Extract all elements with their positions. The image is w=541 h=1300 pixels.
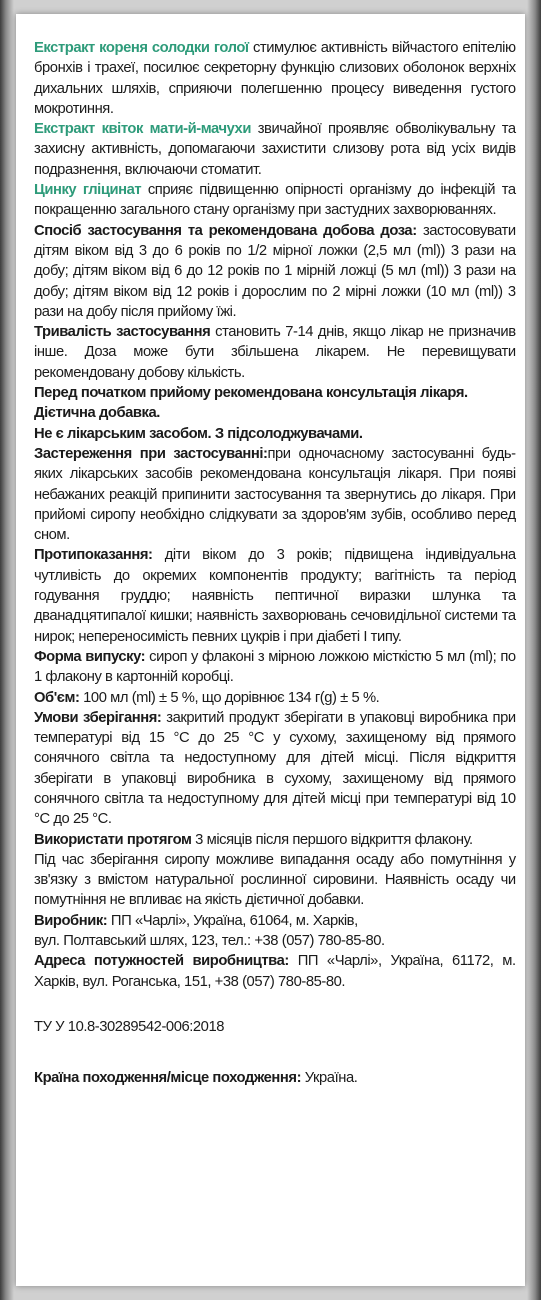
paragraph-origin: Країна походження/місце походження: Україна. bbox=[34, 1069, 358, 1087]
form-heading: Форма випуску: bbox=[34, 647, 146, 665]
paragraph-zinc: Цинку гліцинат сприяє підвищенню опірності організму до інфекцій та покращенню загального стану організму при застудних захворюваннях. bbox=[34, 181, 516, 219]
ingredient-coltsfoot: Екстракт квіток мати-й-мачухи bbox=[34, 120, 251, 138]
paragraph-duration: Тривалість застосування становить 7-14 днів, якщо лікар не призначив інше. Доза може бути збільшена лікарем. Не перевищувати рекомендовану добову кількість. bbox=[34, 323, 516, 381]
warnings-heading: Застереження при застосуванні: bbox=[34, 444, 268, 462]
volume-heading: Об'єм: bbox=[34, 688, 80, 706]
paragraph-licorice: Екстракт кореня солодки голої стимулює активність війчастого епітелію бронхів і трахеї, посилює секреторну функцію слизових оболонок верхніх дихальних шляхів, сприяючи полегшенню процесу виведення густого мокротиння. bbox=[34, 39, 516, 117]
spacer bbox=[34, 992, 516, 1017]
paragraph-volume: Об'єм: 100 мл (ml) ± 5 %, що дорівнює 134 г(g) ± 5 %. bbox=[34, 688, 380, 706]
label-sheet bbox=[16, 14, 525, 1286]
consultation-note: Перед початком прийому рекомендована консультація лікаря. bbox=[34, 384, 468, 402]
origin-heading: Країна походження/місце походження: bbox=[34, 1069, 302, 1087]
paragraph-storage: Умови зберігання: закритий продукт зберігати в упаковці виробника при температурі від 15 °С до 25 °С у сухому, захищеному від прямого сонячного світла та недоступному для дітей місці. Після відкриття зберігати в упаковці виробника в сухому, захищеному від прямого сонячного світла та недоступному для дітей місці при температурі від 10 °С до 25 °С. bbox=[34, 708, 516, 828]
manufacturer-heading: Виробник: bbox=[34, 911, 108, 929]
spacer bbox=[34, 1037, 516, 1068]
production-address-heading: Адреса потужностей виробництва: bbox=[34, 952, 289, 970]
dosage-heading: Спосіб застосування та рекомендована добова доза: bbox=[34, 221, 417, 239]
paragraph-coltsfoot: Екстракт квіток мати-й-мачухи звичайної проявляє обволікувальну та захисну активність, допомагаючи захистити слизову рота від усіх видів подразнення, включаючи стоматит. bbox=[34, 120, 516, 178]
use-within-heading: Використати протягом bbox=[34, 830, 192, 848]
paragraph-use-within: Використати протягом 3 місяців після першого відкриття флакону. bbox=[34, 830, 473, 848]
paragraph-sediment: Під час зберігання сиропу можливе випадання осаду або помутніння у зв'язку з вмістом натуральної рослинної сировини. Наявність осаду чи помутніння не впливає на якість дієтичної добавки. bbox=[34, 850, 516, 909]
paragraph-production-address: Адреса потужностей виробництва: ПП «Чарлі», Україна, 61172, м. Харків, вул. Роганська, 151, +38 (057) 780-85-80. bbox=[34, 952, 516, 990]
ingredient-zinc: Цинку гліцинат bbox=[34, 181, 142, 199]
paragraph-contraindications: Протипоказання: діти віком до 3 років; підвищена індивідуальна чутливість до окремих компонентів продукту; вагітність та період годування груддю; наявність пептичної виразки шлунка та дванадцятипалої кишки; наявність захворювань сечовидільної системи та нирок; непереносимість певних цукрів і при діабеті I типу. bbox=[34, 546, 516, 645]
label-text bbox=[34, 38, 516, 1089]
paragraph-form: Форма випуску: сироп у флаконі з мірною ложкою місткістю 5 мл (ml); по 1 флакону в картонній коробці. bbox=[34, 647, 516, 686]
dietary-supplement-note: Дієтична добавка. bbox=[34, 404, 160, 422]
duration-heading: Тривалість застосування bbox=[34, 323, 211, 341]
technical-spec: ТУ У 10.8-30289542-006:2018 bbox=[34, 1017, 225, 1035]
paragraph-warnings: Застереження при застосуванні:при одночасному застосуванні будь-яких лікарських засобів рекомендована консультація лікаря. При появі небажаних реакцій припинити застосування та звернутись до лікаря. При прийомі сиропу необхідно слідкувати за здоров'ям зубів, особливо перед сном. bbox=[34, 444, 516, 544]
contraindications-heading: Протипоказання: bbox=[34, 546, 153, 564]
storage-heading: Умови зберігання: bbox=[34, 708, 162, 726]
ingredient-licorice: Екстракт кореня солодки голої bbox=[34, 39, 249, 56]
paragraph-manufacturer: Виробник: ПП «Чарлі», Україна, 61064, м. Харків, вул. Полтавський шлях, 123, тел.: +38 (057) 780-85-80. bbox=[34, 911, 385, 950]
not-medicine-note: Не є лікарським засобом. З підсолоджувачами. bbox=[34, 424, 363, 442]
paragraph-dosage: Спосіб застосування та рекомендована добова доза: застосовувати дітям віком від 3 до 6 років по 1/2 мірної ложки (2,5 мл (ml)) 3 рази на добу; дітям віком від 6 до 12 років по 1 мірній ложці (5 мл (ml)) 3 рази на добу; дітям віком від 12 років і дорослим по 2 мірні ложки (10 мл (ml)) 3 рази на добу після прийому їжі. bbox=[34, 221, 516, 320]
